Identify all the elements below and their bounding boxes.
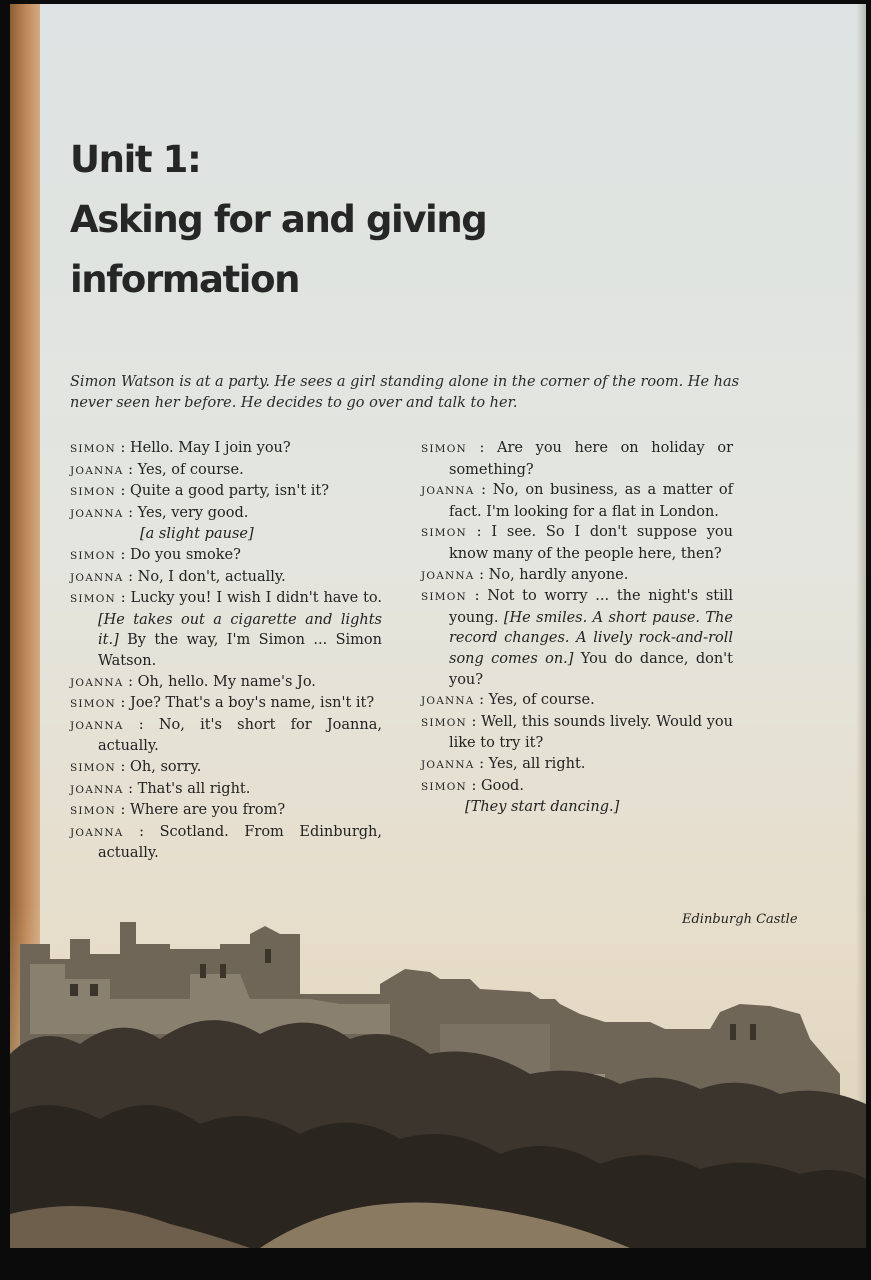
- line-text: No, hardly anyone.: [488, 566, 629, 583]
- speaker-name: SIMON: [70, 443, 116, 455]
- unit-title-line-2: Asking for and giving: [70, 198, 487, 241]
- dialogue-line: SIMON : Not to worry ... the night's still young. [He smiles. A short pause. The record changes. A lively rock-and-roll song comes on.] You do dance, don't you?: [421, 588, 733, 688]
- dialogue-line: JOANNA : Scotland. From Edinburgh, actually.: [70, 823, 383, 862]
- speaker-name: JOANNA: [70, 676, 124, 689]
- dialogue-line: JOANNA : Yes, of course.: [70, 461, 244, 478]
- unit-title: [70, 130, 486, 310]
- speaker-name: JOANNA: [70, 571, 124, 584]
- dialogue-line: SIMON : Quite a good party, isn't it?: [70, 483, 330, 500]
- dialogue-column-left: [70, 438, 382, 864]
- speaker-name: SIMON: [70, 698, 116, 711]
- dialogue-column-right: [421, 438, 733, 818]
- dialogue-line: SIMON : Where are you from?: [70, 802, 286, 819]
- line-text: Not to worry ... the night's still young.: [449, 588, 733, 626]
- line-text: Are you here on holiday or something?: [449, 440, 733, 478]
- line-text: I see. So I don't suppose you know many of the people here, then?: [449, 524, 733, 562]
- line-text: Do you smoke?: [130, 546, 241, 563]
- line-text: Yes, very good.: [137, 504, 249, 521]
- dialogue-line: SIMON : Oh, sorry.: [70, 758, 202, 775]
- line-text: No, on business, as a matter of fact. I'm looking for a flat in London.: [449, 482, 733, 520]
- line-text: Oh, sorry.: [130, 758, 202, 775]
- line-text: Quite a good party, isn't it?: [130, 483, 330, 500]
- photo-caption: Edinburgh Castle: [682, 912, 798, 927]
- dialogue-line: JOANNA : No, hardly anyone.: [421, 566, 629, 583]
- line-text: No, I don't, actually.: [137, 568, 286, 585]
- line-text: Joe? That's a boy's name, isn't it?: [130, 695, 375, 712]
- dialogue-line: JOANNA : Yes, of course.: [421, 692, 595, 709]
- dialogue-line: JOANNA : Yes, all right.: [421, 755, 586, 772]
- speaker-name: SIMON: [421, 527, 467, 540]
- dialogue-line: JOANNA : No, it's short for Joanna, actually.: [70, 716, 382, 755]
- book-page: [10, 4, 866, 1248]
- stage-direction: [a slight pause]: [140, 526, 254, 543]
- edinburgh-castle-photo: [10, 904, 866, 1248]
- line-text: Hello. May I join you?: [130, 440, 291, 456]
- dialogue-line: JOANNA : Oh, hello. My name's Jo.: [70, 673, 316, 690]
- inline-stage-direction: [He smiles. A short pause. The record changes. A lively rock-and-roll song comes on.]: [449, 609, 733, 667]
- speaker-name: JOANNA: [421, 758, 475, 771]
- line-text: Scotland. From Edinburgh, actually.: [98, 823, 383, 862]
- speaker-name: JOANNA: [70, 826, 124, 839]
- unit-title-line-1: Unit 1:: [70, 138, 201, 181]
- speaker-name: SIMON: [70, 761, 116, 774]
- dialogue-line: JOANNA : No, I don't, actually.: [70, 568, 286, 585]
- line-text: Oh, hello. My name's Jo.: [137, 673, 316, 690]
- dialogue-line: SIMON : Hello. May I join you?: [70, 440, 291, 456]
- line-text: Yes, of course.: [488, 692, 595, 709]
- dialogue-line: SIMON : Do you smoke?: [70, 546, 241, 563]
- dialogue-line: JOANNA : No, on business, as a matter of fact. I'm looking for a flat in London.: [421, 482, 733, 520]
- speaker-name: JOANNA: [70, 783, 124, 796]
- dialogue-line: SIMON : Are you here on holiday or something?: [421, 440, 733, 478]
- dialogue-line: SIMON : Joe? That's a boy's name, isn't it?: [70, 695, 375, 712]
- unit-title-line-3: information: [70, 258, 300, 301]
- speaker-name: SIMON: [70, 805, 116, 818]
- speaker-name: JOANNA: [70, 464, 124, 477]
- speaker-name: SIMON: [421, 591, 467, 604]
- speaker-name: JOANNA: [70, 507, 124, 520]
- speaker-name: SIMON: [421, 716, 467, 729]
- intro-paragraph: Simon Watson is at a party. He sees a girl standing alone in the corner of the room. He has never seen her before. He decides to go over and talk to her.: [70, 374, 740, 411]
- speaker-name: SIMON: [70, 486, 116, 499]
- line-text: Well, this sounds lively. Would you like to try it?: [449, 713, 733, 752]
- dialogue-line: SIMON : Good.: [421, 777, 524, 794]
- inline-stage-direction: [He takes out a cigarette and lights it.]: [98, 611, 382, 649]
- speaker-name: SIMON: [70, 549, 116, 562]
- line-text: Where are you from?: [130, 802, 286, 819]
- line-text: Yes, all right.: [488, 755, 586, 772]
- speaker-name: SIMON: [421, 443, 467, 455]
- dialogue-line: JOANNA : That's all right.: [70, 780, 251, 797]
- speaker-name: JOANNA: [70, 719, 124, 732]
- line-text-continued: By the way, I'm Simon ... Simon Watson.: [98, 632, 382, 669]
- line-text: Lucky you! I wish I didn't have to.: [130, 590, 382, 607]
- dialogue-line: SIMON : I see. So I don't suppose you know many of the people here, then?: [421, 524, 733, 562]
- speaker-name: JOANNA: [421, 569, 475, 582]
- line-text: Good.: [481, 777, 524, 794]
- line-text: No, it's short for Joanna, actually.: [98, 716, 382, 755]
- dialogue-line: SIMON : Well, this sounds lively. Would you like to try it?: [421, 713, 733, 752]
- speaker-name: SIMON: [70, 593, 116, 606]
- speaker-name: SIMON: [421, 780, 467, 793]
- line-text: That's all right.: [137, 780, 251, 797]
- stage-direction: [They start dancing.]: [465, 799, 620, 816]
- dialogue-line: SIMON : Lucky you! I wish I didn't have to. [He takes out a cigarette and lights it.] By the way, I'm Simon ... Simon Watson.: [70, 590, 382, 669]
- speaker-name: JOANNA: [421, 695, 475, 708]
- line-text: Yes, of course.: [137, 461, 244, 478]
- line-text-continued: You do dance, don't you?: [449, 650, 733, 688]
- speaker-name: JOANNA: [421, 485, 475, 498]
- dialogue-line: JOANNA : Yes, very good.: [70, 504, 249, 521]
